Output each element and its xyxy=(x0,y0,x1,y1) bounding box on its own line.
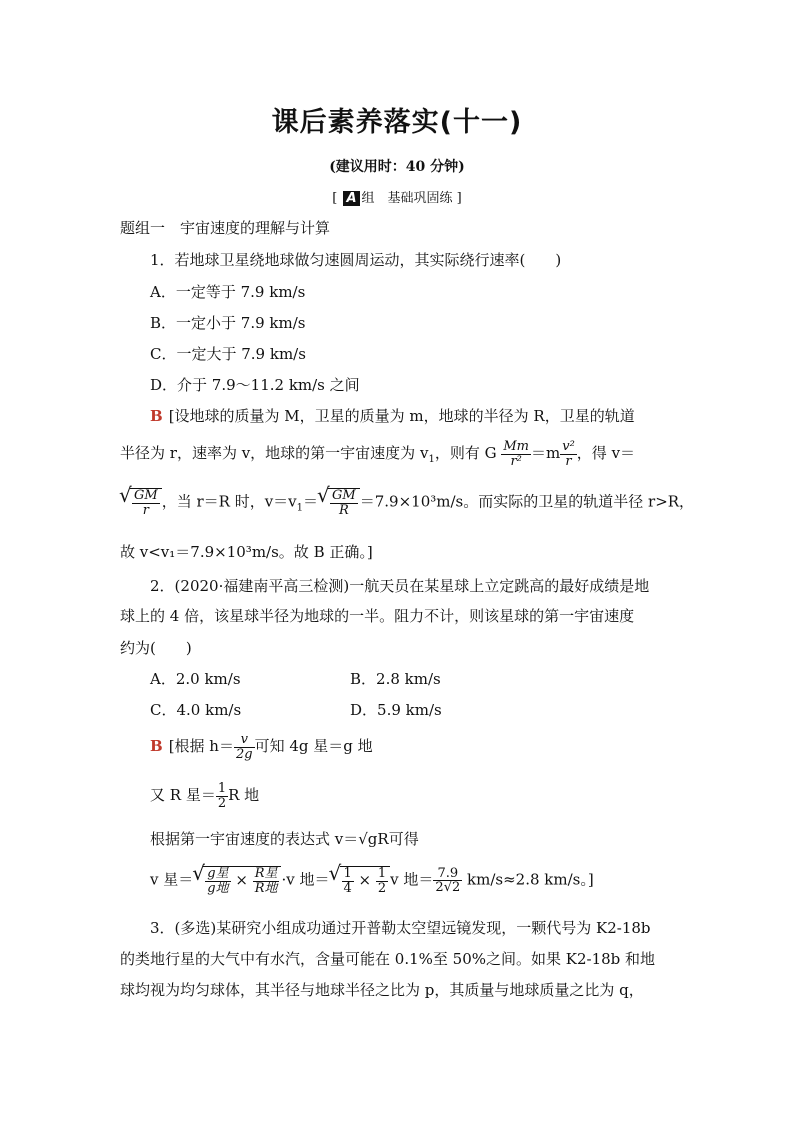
q3-line-3: 球均视为均匀球体，其半径与地球半径之比为 p，其质量与地球质量之比为 q， xyxy=(120,981,644,999)
q2-stem-2: 球上的 4 倍，该星球半径为地球的一半。阻力不计，则该星球的第一宇宙速度 xyxy=(120,607,635,625)
q1-answer: B xyxy=(150,407,163,425)
q1-option-a: A．一定等于 7.9 km/s xyxy=(150,283,306,301)
q2-explanation-4: v 星＝ √ $\frac{\text{g星}}{\text{g地}}$ × $\frac{\text{R星}}{\text{R地}}$ ·v 地＝ √ $\frac{1}{4}$ × $\frac{1}{2}$ v 地＝ $\frac{7.9}{2√2}$ km/s≈2.8 km/s。] xyxy=(150,866,710,895)
q2-explanation-3: 根据第一宇宙速度的表达式 v＝√gR可得 xyxy=(150,830,419,848)
q1-explanation-4: 故 v<v₁＝7.9×10³m/s。故 B 正确。] xyxy=(120,543,373,561)
q2-stem-3: 约为( ) xyxy=(120,639,192,657)
group-heading: [ A 组 基础巩固练 ] xyxy=(332,191,462,206)
q1-option-d: D．介于 7.9～11.2 km/s 之间 xyxy=(150,376,360,394)
q3-line-1: 3．(多选)某研究小组成功通过开普勒太空望远镜发现，一颗代号为 K2-18b xyxy=(150,919,651,937)
q1-explanation-2: 半径为 r，速率为 v，地球的第一宇宙速度为 $v_1$，则有 G $\frac{Mm}{\text{r²}}$ ＝m $\frac{\text{v²}}{r}$ ，得 v＝ xyxy=(120,439,636,469)
q1-explanation-3: √ $\frac{GM}{r}$ ，当 r＝R 时，$v=v_1=$ √ $\frac{GM}{R}$ ＝7.9×10³m/s。而实际的卫星的轨道半径 r>R， xyxy=(120,488,680,517)
q2-option-b: B．2.8 km/s xyxy=(350,670,441,688)
q1-stem: 1．若地球卫星绕地球做匀速圆周运动，其实际绕行速率( ) xyxy=(150,251,562,269)
q2-option-a: A．2.0 km/s xyxy=(150,670,241,688)
q2-option-c: C．4.0 km/s xyxy=(150,701,242,719)
topic-heading: 题组一 宇宙速度的理解与计算 xyxy=(120,219,331,237)
q2-answer: B xyxy=(150,737,163,756)
q2-option-d: D．5.9 km/s xyxy=(350,701,442,719)
q2-explanation-2: 又 R 星＝ $\frac{1}{2}$ R 地 xyxy=(150,781,260,811)
page-title: 课后素养落实(十一) xyxy=(271,107,523,138)
q1-option-b: B．一定小于 7.9 km/s xyxy=(150,314,306,332)
time-note: (建议用时：40 分钟) xyxy=(329,159,465,175)
q1-option-c: C．一定大于 7.9 km/s xyxy=(150,345,306,363)
q1-explanation-1: B [设地球的质量为 M，卫星的质量为 m，地球的半径为 R，卫星的轨道 xyxy=(150,407,635,425)
q2-explanation-1: B [根据 h＝ $\frac{v}{2g}$ 可知 4g 星＝g 地 xyxy=(150,732,373,762)
q3-line-2: 的类地行星的大气中有水汽，含量可能在 0.1%至 50%之间。如果 K2-18b 和地 xyxy=(120,950,656,968)
group-badge: A xyxy=(343,191,359,206)
q2-stem-1: 2．(2020·福建南平高三检测)一航天员在某星球上立定跳高的最好成绩是地 xyxy=(150,577,650,595)
